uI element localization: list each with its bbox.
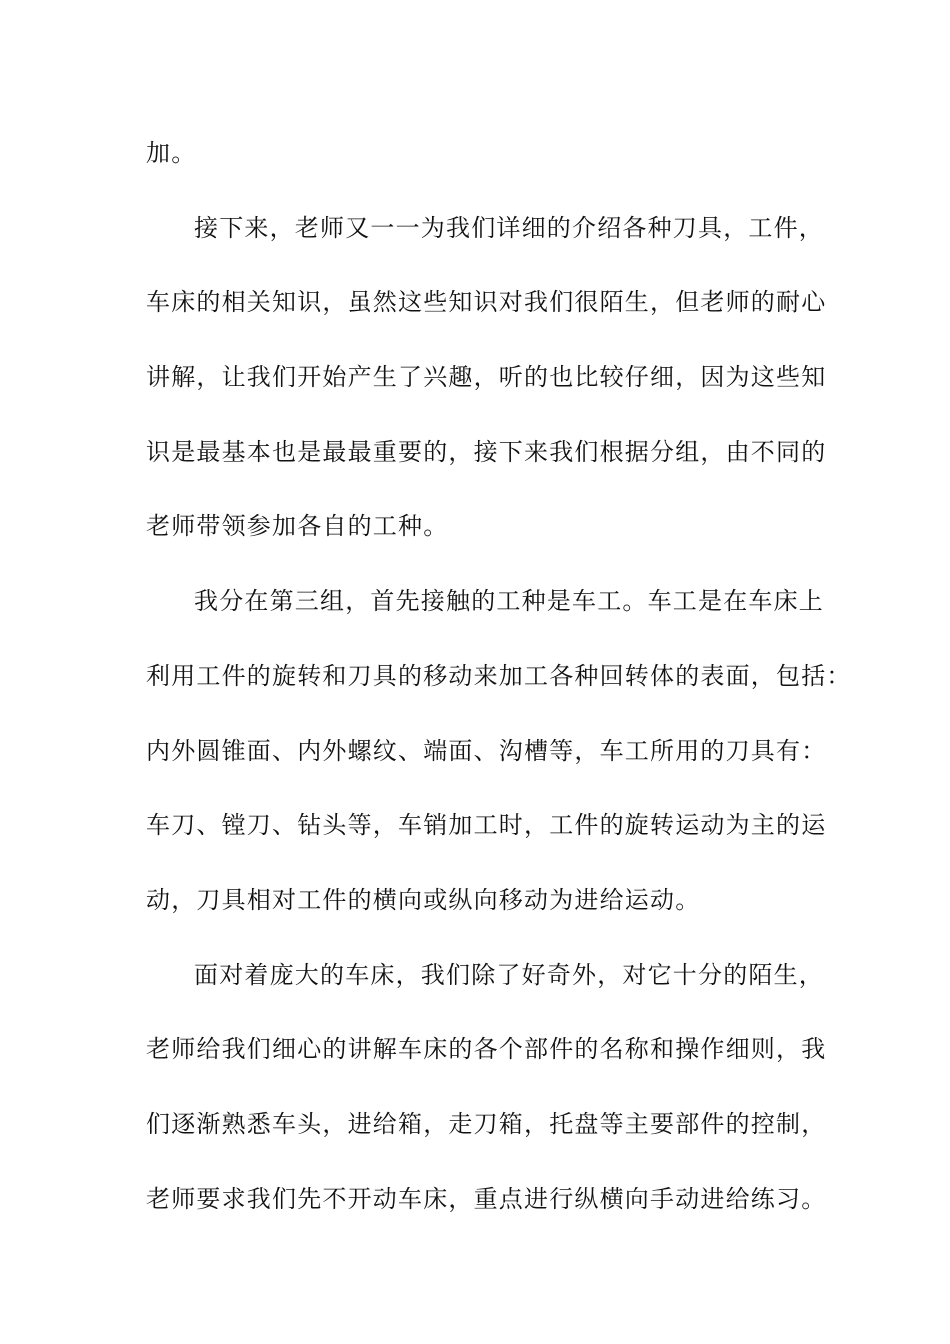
text-line: 内外圆锥面、内外螺纹、端面、沟槽等，车工所用的刀具有： bbox=[146, 736, 827, 765]
paragraph-start-line: 面对着庞大的车床，我们除了好奇外，对它十分的陌生， bbox=[194, 960, 824, 989]
text-line: 们逐渐熟悉车头，进给箱，走刀箱，托盘等主要部件的控制， bbox=[146, 1109, 827, 1138]
text-line: 老师带领参加各自的工种。 bbox=[146, 512, 449, 541]
text-line: 老师要求我们先不开动车床，重点进行纵横向手动进给练习。 bbox=[146, 1184, 827, 1213]
text-line: 讲解，让我们开始产生了兴趣，听的也比较仔细，因为这些知 bbox=[146, 363, 827, 392]
text-line: 动，刀具相对工件的横向或纵向移动为进给运动。 bbox=[146, 885, 701, 914]
paragraph-start-line: 我分在第三组，首先接触的工种是车工。车工是在车床上 bbox=[194, 587, 824, 616]
text-line: 车床的相关知识，虽然这些知识对我们很陌生，但老师的耐心 bbox=[146, 288, 827, 317]
text-line: 识是最基本也是最最重要的，接下来我们根据分组，由不同的 bbox=[146, 437, 827, 466]
text-line: 车刀、镗刀、钻头等，车销加工时，工件的旋转运动为主的运 bbox=[146, 811, 827, 840]
text-line: 利用工件的旋转和刀具的移动来加工各种回转体的表面，包括： bbox=[146, 661, 852, 690]
document-body bbox=[146, 128, 852, 1248]
text-line: 加。 bbox=[146, 139, 197, 167]
paragraph-start-line: 接下来，老师又一一为我们详细的介绍各种刀具，工件， bbox=[194, 213, 824, 242]
text-line: 老师给我们细心的讲解车床的各个部件的名称和操作细则，我 bbox=[146, 1035, 827, 1064]
